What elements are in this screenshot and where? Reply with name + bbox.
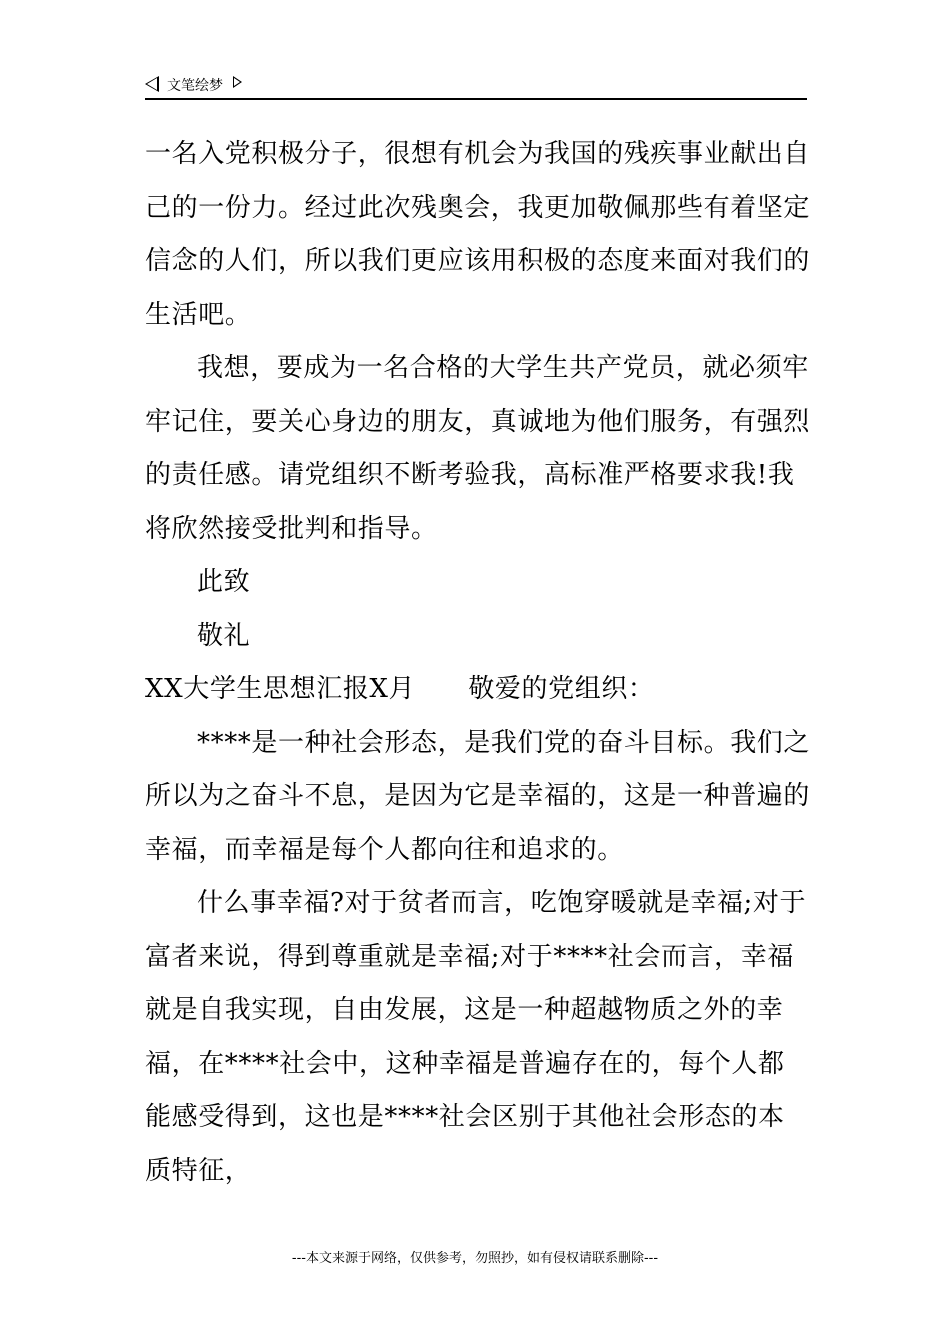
paragraph: 我想，要成为一名合格的大学生共产党员，就必须牢牢记住，要关心身边的朋友，真诚地为他们服务，有强烈的责任感。请党组织不断考验我，高标准严格要求我!我将欣然接受批判和指导。 [145, 353, 811, 544]
page-footer: ---本文来源于网络，仅供参考，勿照抄，如有侵权请联系删除--- [291, 1251, 659, 1266]
document-body [145, 128, 810, 1198]
closing-salutation: 此致 [197, 567, 251, 597]
paragraph: 什么事幸福?对于贫者而言，吃饱穿暖就是幸福;对于富者来说，得到尊重就是幸福;对于****社会而言，幸福就是自我实现，自由发展，这是一种超越物质之外的幸福，在****社会中，这种幸福是普遍存在的，每个人都能感受得到，这也是****社会区别于其他社会形态的本质特征， [145, 888, 807, 1186]
paragraph: ****是一种社会形态，是我们党的奋斗目标。我们之所以为之奋斗不息，是因为它是幸福的，这是一种普遍的幸福，而幸福是每个人都向往和追求的。 [145, 727, 811, 865]
triangle-left-icon [145, 76, 159, 92]
report-heading: XX大学生思想汇报X月 敬爱的党组织： [145, 674, 655, 704]
page-header [145, 72, 807, 100]
header-brand: 文笔绘梦 [167, 78, 223, 94]
closing-regards: 敬礼 [197, 620, 251, 651]
paragraph: 一名入党积极分子，很想有机会为我国的残疾事业献出自己的一份力。经过此次残奥会，我更加敬佩那些有着坚定信念的人们，所以我们更应该用积极的态度来面对我们的生活吧。 [145, 139, 811, 330]
triangle-right-icon [233, 76, 242, 88]
